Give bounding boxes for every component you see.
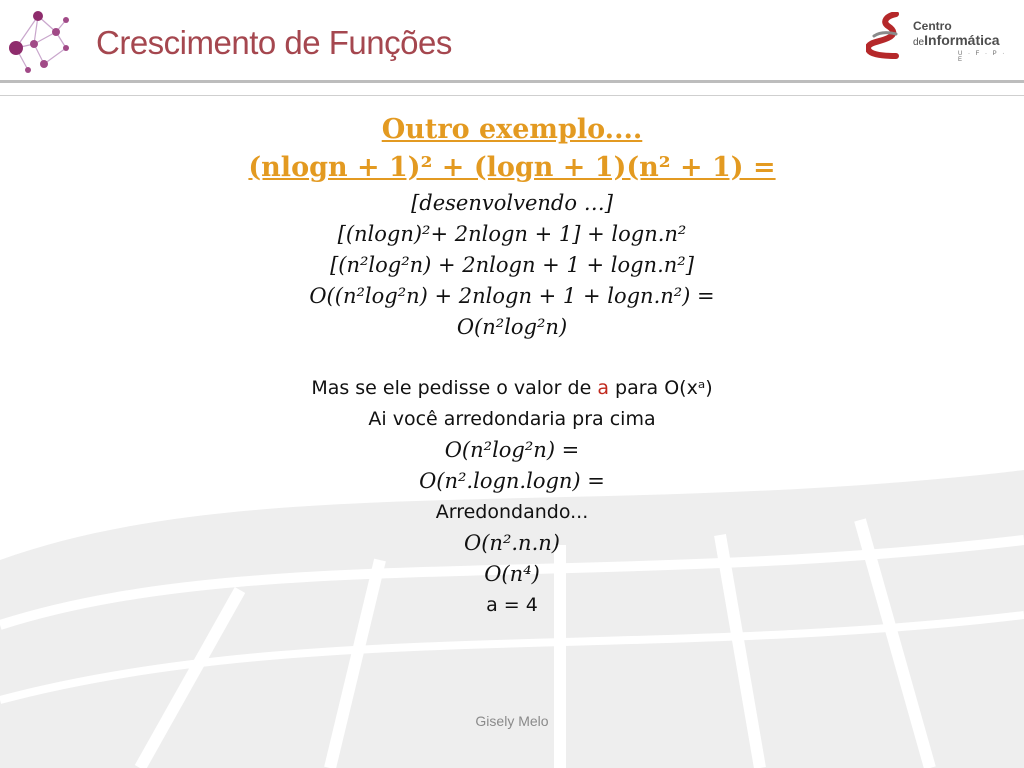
math-line: [(n²log²n) + 2nlogn + 1 + logn.n²]: [330, 253, 694, 277]
slide-body: [0, 112, 1024, 621]
cin-logo-line3: U · F · P · E: [958, 51, 1007, 63]
highlight-a: a: [597, 377, 609, 399]
math-line: O(n²log²n): [456, 315, 568, 339]
math-line: [desenvolvendo …]: [411, 191, 613, 215]
slide-title: Crescimento de Funções: [96, 24, 452, 61]
spacer: [0, 343, 1024, 373]
cin-logo-line2: deInformática: [913, 32, 1000, 48]
molecule-logo-icon: [4, 8, 72, 74]
footer-author: Gisely Melo: [475, 713, 549, 729]
result-line: a = 4: [486, 594, 538, 616]
step-line: O(n².n.n): [464, 531, 560, 555]
expression-heading: (nlogn + 1)² + (logn + 1)(n² + 1) =: [248, 152, 776, 183]
header-divider-thin: [0, 95, 1024, 96]
step-line: Ai você arredondaria pra cima: [368, 408, 656, 430]
question-line: Mas se ele pedisse o valor de a para O(xᵃ): [311, 377, 713, 399]
header-divider: [0, 80, 1024, 83]
step-line: O(n².logn.logn) =: [419, 469, 605, 493]
step-line: Arredondando...: [435, 501, 589, 523]
math-line: O((n²log²n) + 2nlogn + 1 + logn.n²) =: [309, 284, 715, 308]
example-heading: Outro exemplo....: [381, 114, 643, 145]
cin-emblem-icon: [866, 12, 912, 62]
cin-logo: [866, 10, 1014, 66]
slide-header: [0, 0, 1024, 100]
step-line: O(n²log²n) =: [444, 438, 580, 462]
step-line: O(n⁴): [484, 562, 540, 586]
cin-logo-line1: Centro: [913, 19, 952, 33]
math-line: [(nlogn)²+ 2nlogn + 1] + logn.n²: [337, 222, 687, 246]
